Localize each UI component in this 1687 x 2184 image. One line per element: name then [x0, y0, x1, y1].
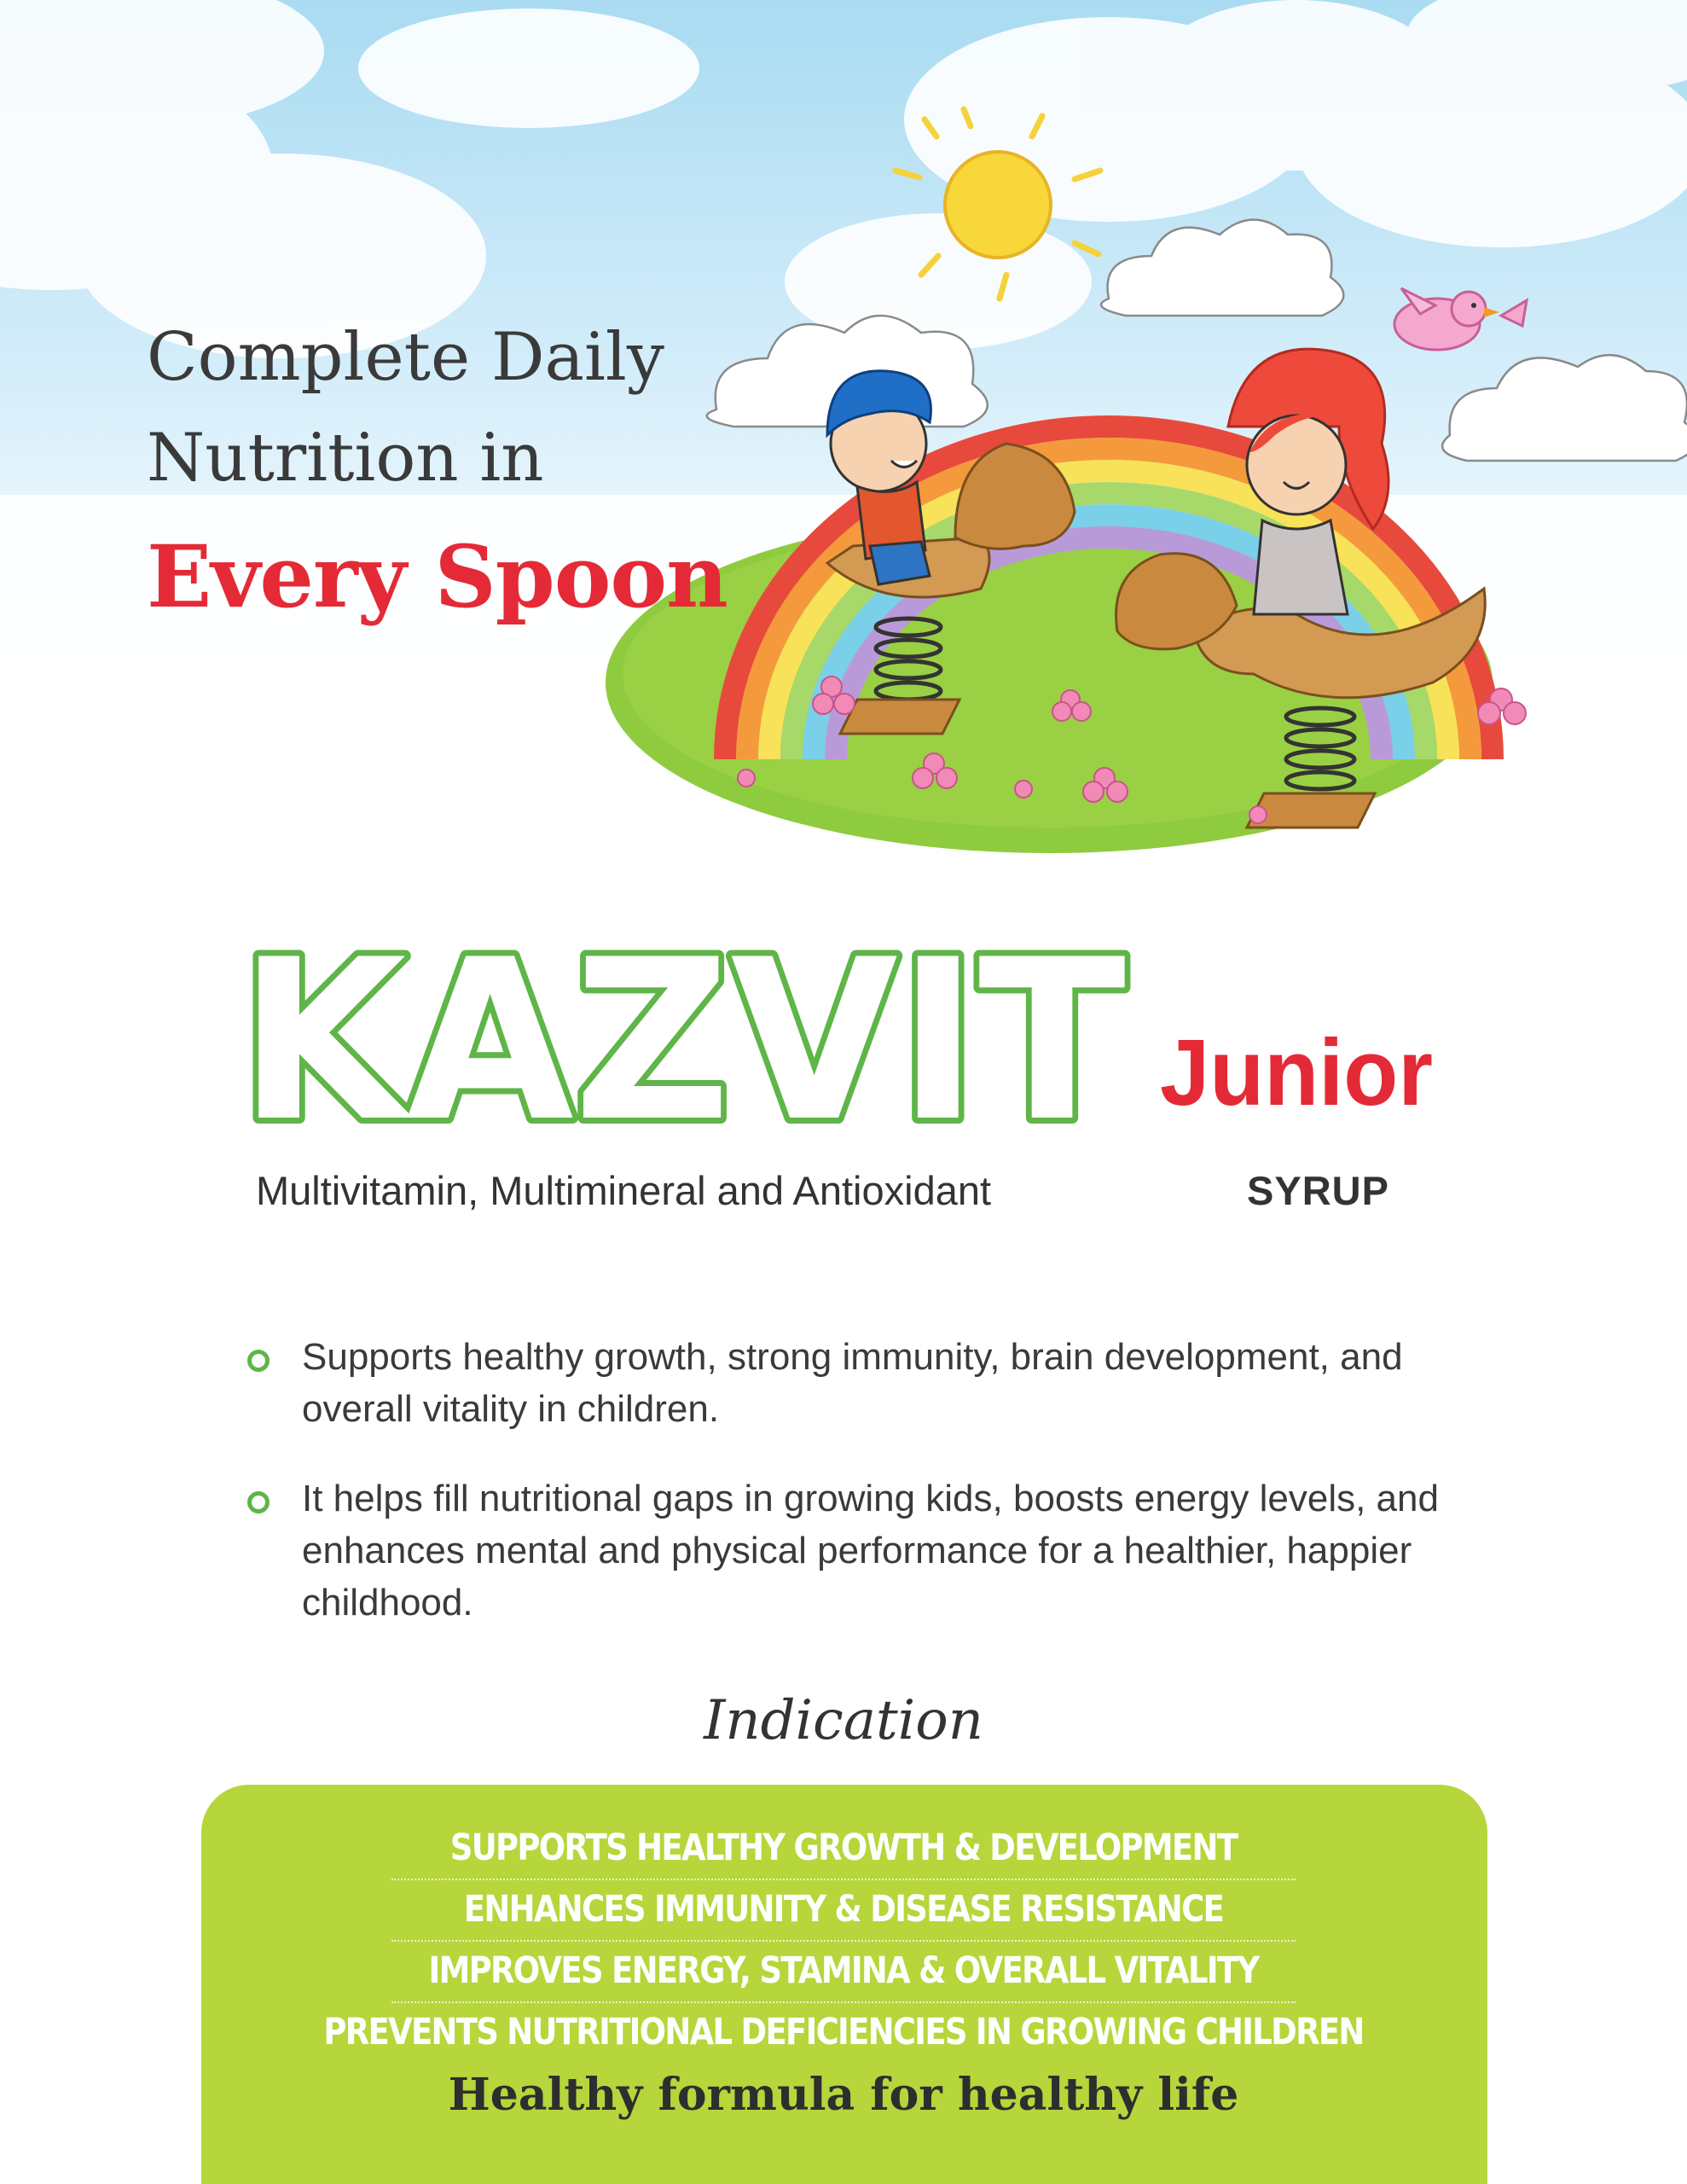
- circle-bullet-icon: [247, 1350, 270, 1372]
- bird-icon: [1394, 288, 1527, 350]
- list-item: [247, 1331, 1493, 1435]
- headline-line-2: Nutrition in: [147, 420, 544, 497]
- playground-illustration: [597, 85, 1687, 870]
- benefits-list: [247, 1331, 1493, 1666]
- benefit-text: Supports healthy growth, strong immunity, brain development, and overall vitality in children.: [302, 1336, 1403, 1430]
- brand-block: [230, 921, 1467, 1143]
- slogan: Healthy formula for healthy life: [448, 2069, 1239, 2121]
- benefit-text: It helps fill nutritional gaps in growing kids, boosts energy levels, and enhances mental and physical performance for a healthier, happier childhood.: [302, 1478, 1439, 1623]
- indication-item: PREVENTS NUTRITIONAL DEFICIENCIES IN GROWING CHILDREN: [323, 2011, 1364, 2053]
- brand-tagline: Multivitamin, Multimineral and Antioxidant: [256, 1168, 992, 1213]
- indication-item: IMPROVES ENERGY, STAMINA & OVERALL VITALITY: [428, 1949, 1259, 1992]
- brand-wordmark: [230, 921, 1467, 1143]
- dosage-form: SYRUP: [1247, 1168, 1389, 1213]
- brand-name: KAZVIT: [239, 921, 1128, 1143]
- list-item: [247, 1472, 1493, 1629]
- indication-item: ENHANCES IMMUNITY & DISEASE RESISTANCE: [463, 1888, 1224, 1931]
- headline-accent: Every Spoon: [147, 526, 728, 627]
- indication-list: [0, 1819, 1687, 2063]
- sun-icon: [896, 109, 1100, 299]
- headline: [147, 307, 744, 645]
- indication-heading: Indication: [704, 1689, 983, 1752]
- headline-line-1: Complete Daily: [147, 319, 664, 396]
- indication-item: SUPPORTS HEALTHY GROWTH & DEVELOPMENT: [449, 1827, 1238, 1869]
- brand-variant: Junior: [1160, 1020, 1433, 1125]
- circle-bullet-icon: [247, 1491, 270, 1513]
